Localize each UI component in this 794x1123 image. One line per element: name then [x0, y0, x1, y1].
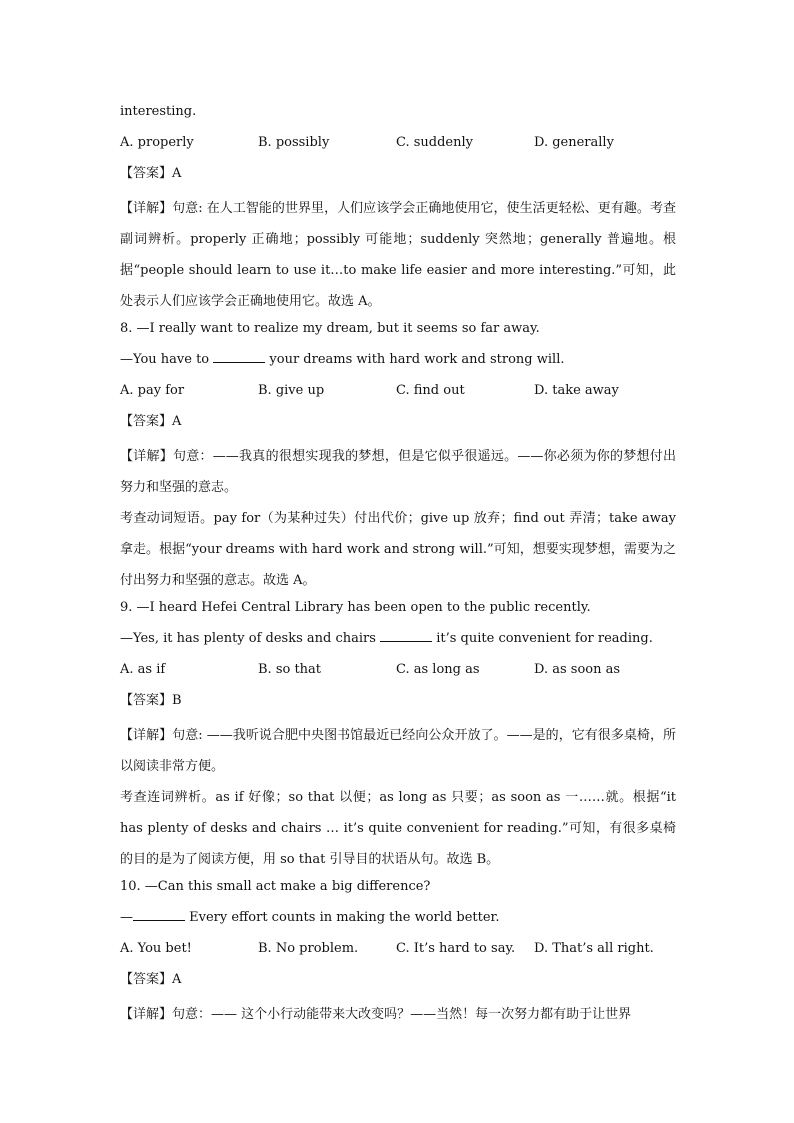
- q9-answer: [120, 689, 676, 720]
- q8-line2-a: —You have to: [120, 352, 210, 367]
- q9-question-line2: [120, 627, 676, 658]
- q8-options: [120, 379, 676, 410]
- q9-options: [120, 658, 676, 689]
- q7-answer: [120, 162, 676, 193]
- q9-option-d: D. as soon as: [534, 662, 621, 677]
- q9-option-c: C. as long as: [396, 662, 480, 677]
- q8-explanation-1: [120, 441, 676, 503]
- explain-label: 【详解】: [120, 1007, 173, 1022]
- q7-option-d: D. generally: [534, 135, 614, 150]
- q9-option-b: B. so that: [258, 662, 322, 677]
- explain-text: 句意：——我真的很想实现我的梦想，但是它似乎很遥远。——你必须为你的梦想付出努力和坚强的意志。: [120, 449, 676, 495]
- q8-option-b: B. give up: [258, 383, 325, 398]
- q9-line2-a: —Yes, it has plenty of desks and chairs: [120, 631, 376, 646]
- answer-value: A: [172, 166, 182, 181]
- q10-question-line1: 10. —Can this small act make a big difference?: [120, 879, 431, 894]
- answer-value: B: [172, 693, 182, 708]
- answer-value: A: [172, 972, 182, 987]
- q10-answer: [120, 968, 676, 999]
- q7-option-a: A. properly: [120, 135, 194, 150]
- explain-text: 句意: ——我听说合肥中央图书馆最近已经向公众开放了。——是的，它有很多桌椅，所以阅读非常方便。: [120, 728, 676, 774]
- answer-label: 【答案】: [120, 414, 173, 429]
- q10-option-b: B. No problem.: [258, 941, 359, 956]
- q8-answer: [120, 410, 676, 441]
- q8-option-c: C. find out: [396, 383, 465, 398]
- q8-explanation-2: 考查动词短语。pay for（为某种过失）付出代价；give up 放弃；find out 弄清；take away 拿走。根据“your dreams with hard work and strong will.”可知，想要实现梦想，需要为之付出努力和坚强的意志。故选 A。: [120, 511, 676, 588]
- explain-label: 【详解】: [120, 201, 173, 216]
- q9-line2-b: it’s quite convenient for reading.: [436, 631, 653, 646]
- q7-question-tail: interesting.: [120, 104, 197, 119]
- document-content: [120, 100, 676, 1030]
- q8-question-line2: [120, 348, 676, 379]
- q7-options: [120, 131, 676, 162]
- answer-blank: [213, 350, 265, 363]
- q8-question-line1: 8. —I really want to realize my dream, but it seems so far away.: [120, 321, 540, 336]
- explain-label: 【详解】: [120, 728, 173, 743]
- answer-blank: [133, 908, 185, 921]
- q9-explanation-1: [120, 720, 676, 782]
- q10-options: [120, 937, 676, 968]
- explain-label: 【详解】: [120, 449, 174, 464]
- q8-line2-b: your dreams with hard work and strong will.: [269, 352, 565, 367]
- q10-option-d: D. That’s all right.: [534, 941, 654, 956]
- q9-question-line1: 9. —I heard Hefei Central Library has been open to the public recently.: [120, 600, 591, 615]
- q7-explanation: [120, 193, 676, 317]
- q7-option-c: C. suddenly: [396, 135, 474, 150]
- answer-label: 【答案】: [120, 972, 173, 987]
- q10-option-a: A. You bet!: [120, 941, 192, 956]
- explain-text: 句意：—— 这个小行动能带来大改变吗？——当然！每一次努力都有助于让世界: [172, 1007, 632, 1022]
- q10-line2-b: Every effort counts in making the world better.: [189, 910, 500, 925]
- answer-value: A: [172, 414, 182, 429]
- q8-option-d: D. take away: [534, 383, 619, 398]
- q8-option-a: A. pay for: [120, 383, 185, 398]
- q10-line2-a: —: [120, 910, 133, 925]
- q10-question-line2: [120, 906, 676, 937]
- q9-option-a: A. as if: [120, 662, 166, 677]
- q7-option-b: B. possibly: [258, 135, 330, 150]
- answer-blank: [380, 629, 432, 642]
- q10-explanation: [120, 999, 676, 1030]
- q10-option-c: C. It’s hard to say.: [396, 941, 516, 956]
- answer-label: 【答案】: [120, 693, 173, 708]
- answer-label: 【答案】: [120, 166, 173, 181]
- explain-text: 句意: 在人工智能的世界里，人们应该学会正确地使用它，使生活更轻松、更有趣。考查副词辨析。properly 正确地；possibly 可能地；suddenly 突然地；generally 普遍地。根据“people should learn to use it…to make life easier and more interesting.”可知，此处表示人们应该学会正确地使用它。故选 A。: [120, 201, 676, 309]
- q9-explanation-2: 考查连词辨析。as if 好像；so that 以便；as long as 只要；as soon as 一……就。根据“it has plenty of desks and chairs … it’s quite convenient for reading.”可知，有很多桌椅的目的是为了阅读方便，用 so that 引导目的状语从句。故选 B。: [120, 790, 676, 867]
